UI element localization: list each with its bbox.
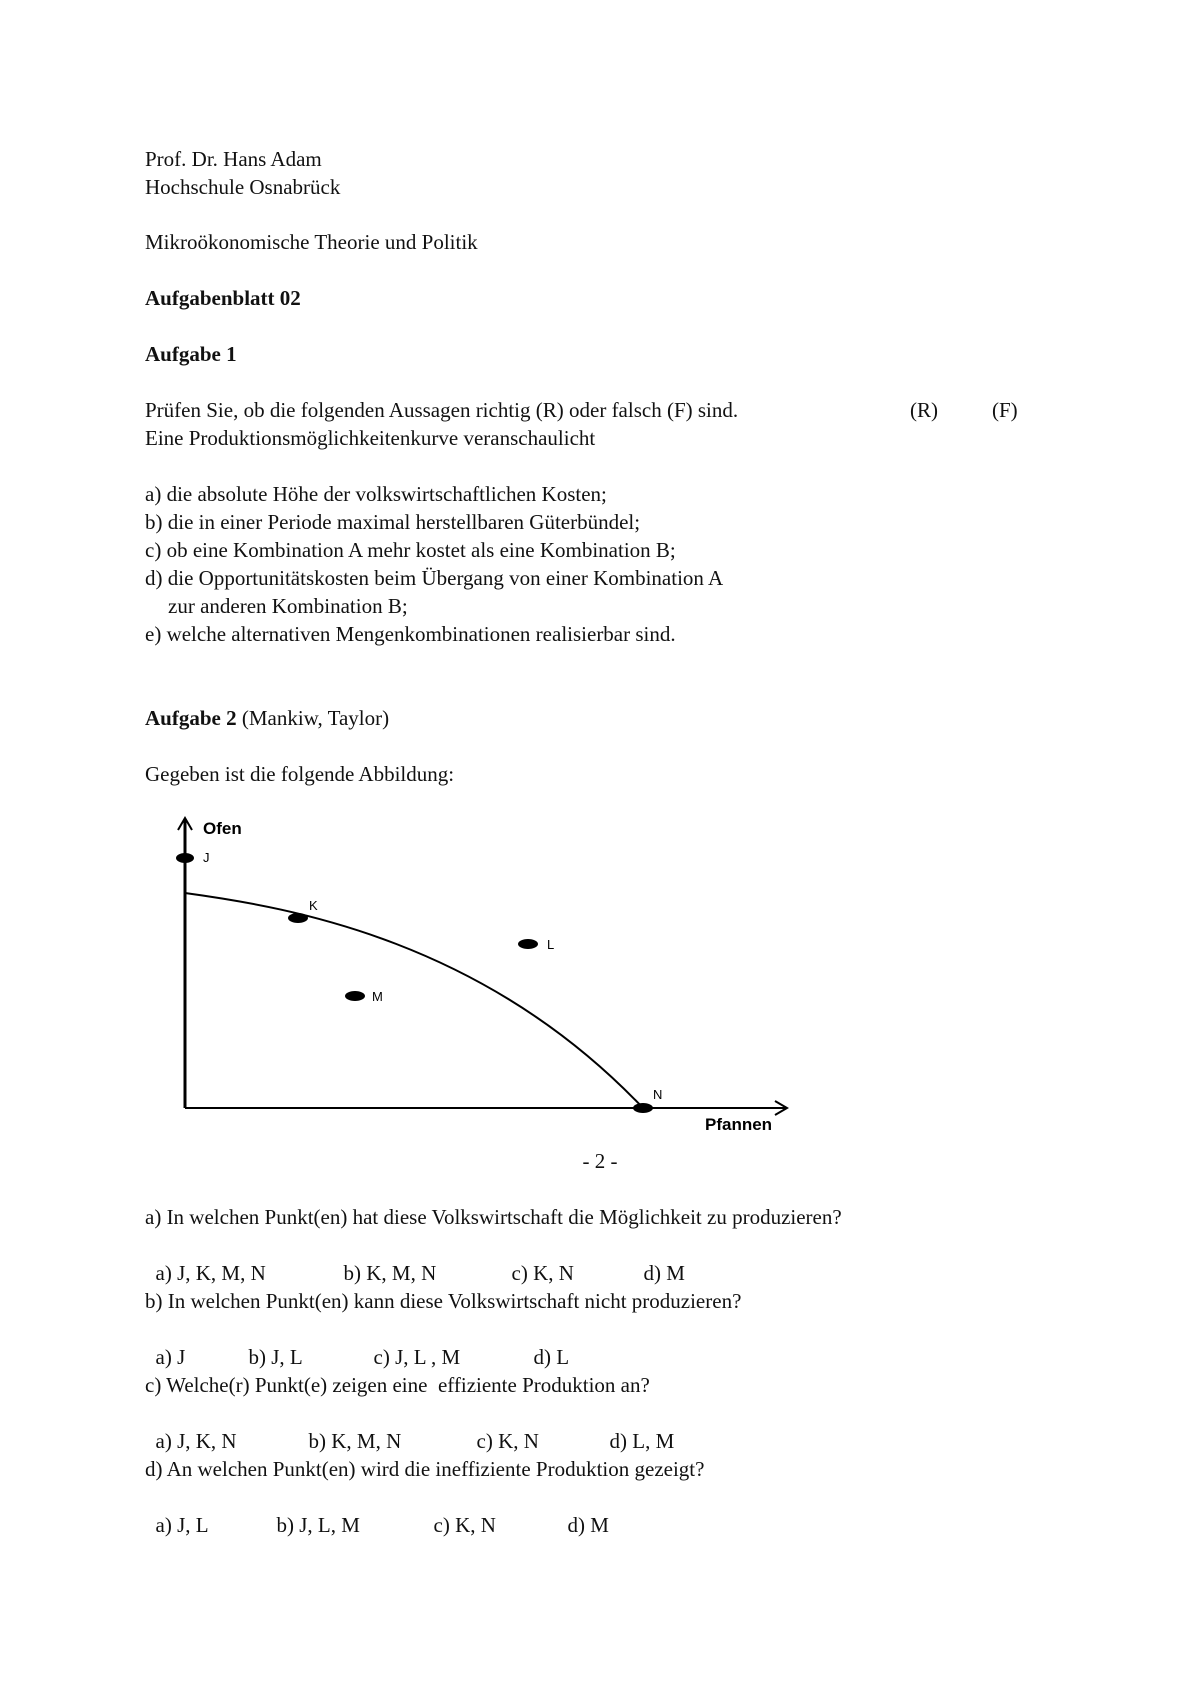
option: b) J, L, M xyxy=(276,1513,360,1537)
task1-lead: Eine Produktionsmöglichkeitenkurve veranschaulicht xyxy=(145,426,596,450)
point-j-label: J xyxy=(203,850,210,865)
option: a) J xyxy=(155,1345,186,1369)
task1-item-c: c) ob eine Kombination A mehr kostet als eine Kombination B; xyxy=(145,538,676,562)
institution: Hochschule Osnabrück xyxy=(145,175,341,199)
option: d) L xyxy=(533,1345,570,1369)
question-d-options xyxy=(145,1483,609,1539)
point-k xyxy=(288,913,308,923)
question-d: d) An welchen Punkt(en) wird die ineffiziente Produktion gezeigt? xyxy=(145,1457,705,1481)
task1-title: Aufgabe 1 xyxy=(145,342,237,366)
task1-item-d: d) die Opportunitätskosten beim Übergang von einer Kombination A xyxy=(145,566,724,590)
option: c) J, L , M xyxy=(373,1345,461,1369)
task1-item-b: b) die in einer Periode maximal herstellbaren Güterbündel; xyxy=(145,510,641,534)
option: a) J, K, M, N xyxy=(155,1261,266,1285)
option: b) K, M, N xyxy=(343,1261,437,1285)
point-n-label: N xyxy=(653,1087,663,1102)
option: b) K, M, N xyxy=(308,1429,402,1453)
column-r-header: (R) xyxy=(910,398,938,422)
task2-intro: Gegeben ist die folgende Abbildung: xyxy=(145,762,455,786)
option: c) K, N xyxy=(433,1513,496,1537)
sheet-title: Aufgabenblatt 02 xyxy=(145,286,301,310)
question-b-options xyxy=(145,1315,569,1371)
page-number: - 2 - xyxy=(582,1149,618,1173)
author: Prof. Dr. Hans Adam xyxy=(145,147,322,171)
course-title: Mikroökonomische Theorie und Politik xyxy=(145,230,478,254)
option: a) J, L xyxy=(155,1513,209,1537)
point-l xyxy=(518,939,538,949)
task1-item-d-cont: zur anderen Kombination B; xyxy=(168,594,408,618)
task1-instruction: Prüfen Sie, ob die folgenden Aussagen richtig (R) oder falsch (F) sind. xyxy=(145,398,739,422)
point-n xyxy=(633,1103,653,1113)
x-axis-label: Pfannen xyxy=(705,1115,773,1134)
question-a-options xyxy=(145,1231,685,1287)
question-c: c) Welche(r) Punkt(e) zeigen eine effiziente Produktion an? xyxy=(145,1373,650,1397)
option: d) L, M xyxy=(609,1429,675,1453)
option: d) M xyxy=(567,1513,609,1537)
point-m-label: M xyxy=(372,989,383,1004)
point-l-label: L xyxy=(547,937,555,952)
option: b) J, L xyxy=(248,1345,303,1369)
task2-source: (Mankiw, Taylor) xyxy=(236,706,390,730)
task1-item-e: e) welche alternativen Mengenkombinationen realisierbar sind. xyxy=(145,622,676,646)
question-c-options xyxy=(145,1399,674,1455)
option: c) K, N xyxy=(511,1261,574,1285)
column-f-header: (F) xyxy=(992,398,1018,422)
y-axis-label: Ofen xyxy=(203,819,242,838)
task1-item-a: a) die absolute Höhe der volkswirtschaftlichen Kosten; xyxy=(145,482,607,506)
question-b: b) In welchen Punkt(en) kann diese Volkswirtschaft nicht produzieren? xyxy=(145,1289,742,1313)
option: d) M xyxy=(643,1261,685,1285)
option: a) J, K, N xyxy=(155,1429,237,1453)
point-k-label: K xyxy=(309,898,318,913)
task2-title-line xyxy=(145,704,389,732)
ppf-figure xyxy=(165,812,825,1137)
point-j xyxy=(176,853,194,863)
option: c) K, N xyxy=(476,1429,539,1453)
task2-title: Aufgabe 2 xyxy=(145,706,237,730)
question-a: a) In welchen Punkt(en) hat diese Volkswirtschaft die Möglichkeit zu produzieren? xyxy=(145,1205,842,1229)
point-m xyxy=(345,991,365,1001)
production-possibilities-curve xyxy=(185,893,643,1108)
